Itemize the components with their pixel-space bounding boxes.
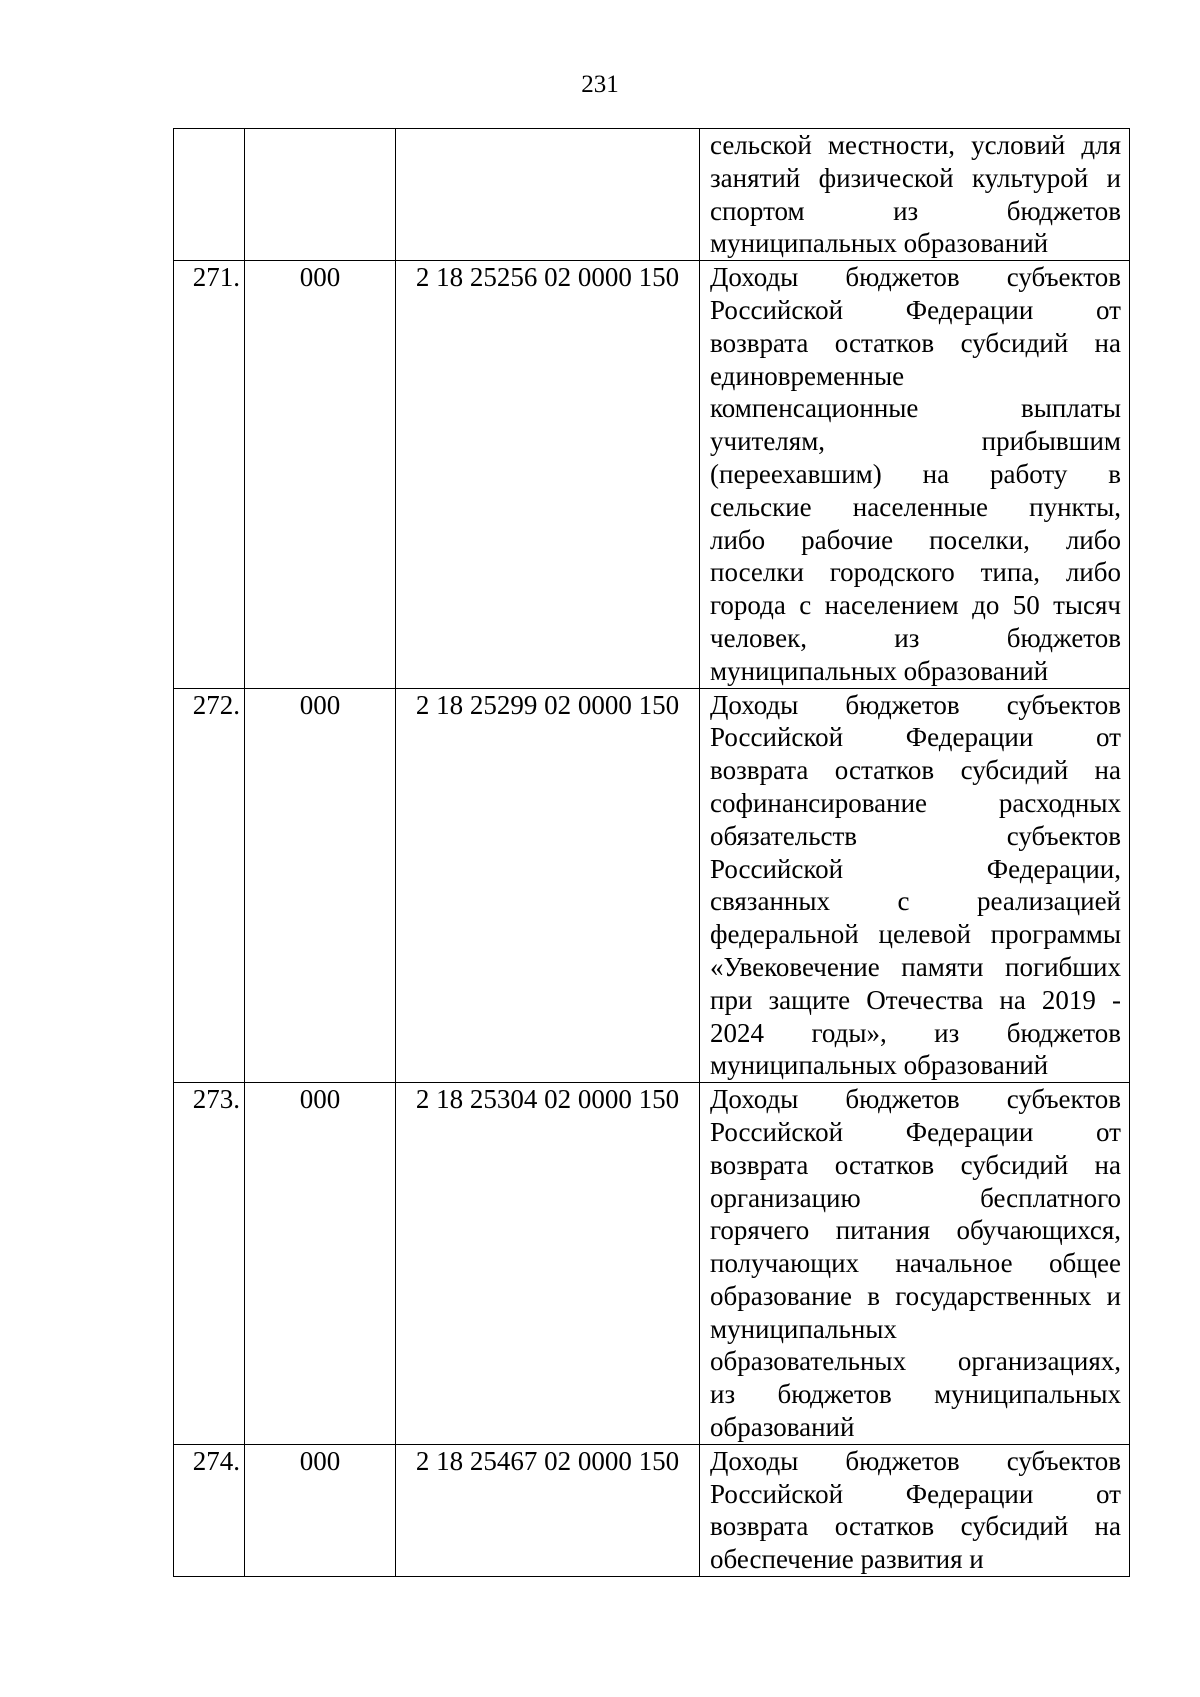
description-line: горячего питания обучающихся,	[710, 1215, 1121, 1246]
description-line: учителям, прибывшим	[710, 426, 1121, 457]
budget-codes-table	[173, 128, 1130, 1577]
description-line: поселки городского типа, либо	[710, 557, 1121, 588]
description-line: возврата остатков субсидий на	[710, 1149, 1121, 1180]
description-line: «Увековечение памяти погибших	[710, 951, 1121, 982]
description-cell	[700, 129, 1130, 261]
description-line: возврата остатков субсидий на	[710, 1511, 1121, 1542]
description-line: муниципальных образований	[710, 1050, 1049, 1081]
description-line: из бюджетов муниципальных	[710, 1379, 1121, 1410]
description-line: 2024 годы», из бюджетов	[710, 1017, 1121, 1048]
admin-code-cell: 000	[245, 688, 396, 1083]
description-text	[700, 261, 1129, 687]
budget-code-cell: 2 18 25299 02 0000 150	[396, 688, 700, 1083]
budget-code-cell	[396, 129, 700, 261]
table-row	[174, 688, 1130, 1083]
description-line: Доходы бюджетов субъектов	[710, 262, 1121, 293]
description-line: спортом из бюджетов	[710, 195, 1121, 226]
description-line: федеральной целевой программы	[710, 919, 1121, 950]
budget-code-cell: 2 18 25304 02 0000 150	[396, 1083, 700, 1445]
table-row	[174, 1444, 1130, 1576]
description-text	[700, 1445, 1129, 1576]
description-line: города с населением до 50 тысяч	[710, 590, 1121, 621]
description-line: (переехавшим) на работу в	[710, 458, 1121, 489]
description-line: обеспечение развития и	[710, 1544, 984, 1575]
description-line: занятий физической культурой и	[710, 162, 1121, 193]
description-line: компенсационные выплаты	[710, 393, 1121, 424]
description-cell	[700, 261, 1130, 688]
description-line: сельской местности, условий для	[710, 130, 1121, 160]
description-line: либо рабочие поселки, либо	[710, 524, 1121, 555]
description-line: образовательных организациях,	[710, 1346, 1121, 1377]
admin-code-cell: 000	[245, 261, 396, 688]
admin-code-cell: 000	[245, 1083, 396, 1445]
admin-code-cell: 000	[245, 1444, 396, 1576]
table-row	[174, 261, 1130, 688]
description-line: обязательств субъектов	[710, 820, 1121, 851]
row-number-cell: 272.	[174, 688, 245, 1083]
description-line: человек, из бюджетов	[710, 622, 1121, 653]
description-line: образований	[710, 1412, 855, 1443]
description-line: возврата остатков субсидий на	[710, 327, 1121, 358]
table-row	[174, 1083, 1130, 1445]
description-line: муниципальных образований	[710, 228, 1049, 259]
description-line: Российской Федерации от	[710, 1478, 1121, 1509]
description-cell	[700, 1083, 1130, 1445]
description-line: возврата остатков субсидий на	[710, 755, 1121, 786]
description-line: софинансирование расходных	[710, 787, 1121, 818]
description-cell	[700, 688, 1130, 1083]
row-number-cell	[174, 129, 245, 261]
description-line: Доходы бюджетов субъектов	[710, 689, 1121, 720]
description-line: сельские населенные пункты,	[710, 491, 1121, 522]
description-cell	[700, 1444, 1130, 1576]
page-number: 231	[581, 71, 619, 98]
description-line: связанных с реализацией	[710, 886, 1121, 917]
description-line: единовременные	[710, 360, 905, 391]
row-number-cell: 271.	[174, 261, 245, 688]
description-line: образование в государственных и	[710, 1280, 1121, 1311]
budget-code-cell: 2 18 25467 02 0000 150	[396, 1444, 700, 1576]
row-number-cell: 273.	[174, 1083, 245, 1445]
budget-code-cell: 2 18 25256 02 0000 150	[396, 261, 700, 688]
description-line: при защите Отечества на 2019 -	[710, 984, 1121, 1015]
description-line: Российской Федерации,	[710, 853, 1121, 884]
table-body	[174, 129, 1130, 1577]
description-line: Российской Федерации от	[710, 1116, 1121, 1147]
table-row	[174, 129, 1130, 261]
description-line: Доходы бюджетов субъектов	[710, 1084, 1121, 1115]
description-line: муниципальных	[710, 1313, 897, 1344]
description-text	[700, 1083, 1129, 1444]
description-line: Доходы бюджетов субъектов	[710, 1445, 1121, 1476]
description-line: муниципальных образований	[710, 655, 1049, 686]
description-line: организацию бесплатного	[710, 1182, 1121, 1213]
description-line: Российской Федерации от	[710, 294, 1121, 325]
row-number-cell: 274.	[174, 1444, 245, 1576]
description-text	[700, 689, 1129, 1083]
description-line: Российской Федерации от	[710, 722, 1121, 753]
description-text	[700, 129, 1129, 260]
admin-code-cell	[245, 129, 396, 261]
description-line: получающих начальное общее	[710, 1248, 1121, 1279]
